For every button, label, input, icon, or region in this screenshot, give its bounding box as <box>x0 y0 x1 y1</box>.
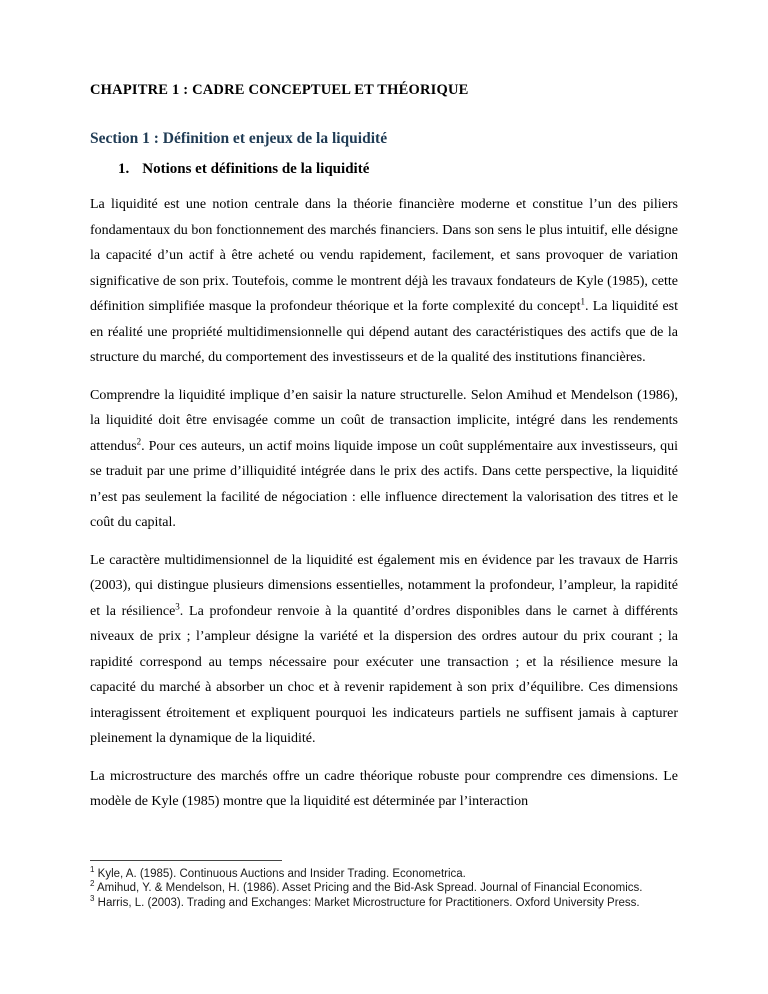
footnote-3-text: Harris, L. (2003). Trading and Exchanges: Market Microstructure for Practitioners. Oxford University Press. <box>97 896 640 909</box>
paragraph-1-text-cont: . La liquidité est en réalité une propriété multidimensionnelle qui dépend autant des caractéristiques des actifs que de la structure du marché, du comportement des investisseurs et de la qualité des institutions financières. <box>90 299 678 365</box>
paragraph-2-text: Comprendre la liquidité implique d’en saisir la nature structurelle. Selon Amihud et Mendelson (1986), la liquidité doit être envisagée comme un coût de transaction implicite, intégré dans les rendements attendus <box>90 387 678 454</box>
paragraph-3 <box>90 548 678 752</box>
footnote-ref-3: 3 <box>175 600 180 611</box>
footnote-3 <box>90 893 678 911</box>
subsection-heading <box>90 161 678 178</box>
section-title: Section 1 : Définition et enjeux de la liquidité <box>90 130 388 147</box>
subsection-title: Notions et définitions de la liquidité <box>142 161 370 177</box>
paragraph-2-text-cont: . Pour ces auteurs, un actif moins liquide impose un coût supplémentaire aux investisseurs, qui se traduit par une prime d’illiquidité intégrée dans le prix des actifs. Dans cette perspective, la liquidité n’est pas seulement la facilité de négociation : elle influence directement la valorisation des titres et le coût du capital. <box>90 438 678 530</box>
subsection-number: 1. <box>118 161 130 177</box>
footnote-ref-2: 2 <box>136 435 142 446</box>
paragraph-1-text: La liquidité est une notion centrale dans la théorie financière moderne et constitue l’un des piliers fondamentaux du bon fonctionnement des marchés financiers. Dans son sens le plus intuitif, elle désigne la capacité d’un actif à être acheté ou vendu rapidement, facilement, et sans provoquer de variation significative de son prix. Toutefois, comme le montrent déjà les travaux fondateurs de Kyle (1985), cette définition simplifiée masque la profondeur théorique et la forte complexité du concept <box>90 197 678 314</box>
paragraph-3-text-cont: . La profondeur renvoie à la quantité d’ordres disponibles dans le carnet à différents niveaux de prix ; l’ampleur désigne la variété et la dispersion des ordres autour du prix courant ; la rapidité correspond au temps nécessaire pour exécuter une transaction ; et la résilience mesure la capacité du marché à absorber un choc et à revenir rapidement à son prix d’équilibre. Ces dimensions interagissent étroitement et expliquent pourquoi les indicateurs partiels ne suffisent jamais à capturer pleinement la dynamique de la liquidité. <box>90 603 679 746</box>
paragraph-4 <box>90 764 678 815</box>
paragraph-4-text: La microstructure des marchés offre un cadre théorique robuste pour comprendre ces dimensions. Le modèle de Kyle (1985) montre que la liquidité est déterminée par l’interaction <box>90 768 678 809</box>
footnote-separator <box>90 860 282 861</box>
footnote-ref-1: 1 <box>580 296 586 307</box>
paragraph-3-text: Le caractère multidimensionnel de la liquidité est également mis en évidence par les travaux de Harris (2003), qui distingue plusieurs dimensions essentielles, notamment la profondeur, l’ampleur, la rapidité et la résilience <box>90 552 678 619</box>
footnote-2-marker: 2 <box>90 879 95 889</box>
footnote-1-text: Kyle, A. (1985). Continuous Auctions and Insider Trading. Econometrica. <box>97 867 466 880</box>
chapter-title: CHAPITRE 1 : CADRE CONCEPTUEL ET THÉORIQUE <box>90 82 469 98</box>
footnote-3-marker: 3 <box>90 893 95 903</box>
footnote-area <box>90 860 678 911</box>
paragraph-2 <box>90 383 678 536</box>
footnote-2-text: Amihud, Y. & Mendelson, H. (1986). Asset Pricing and the Bid-Ask Spread. Journal of Financial Economics. <box>97 882 643 894</box>
footnote-1-marker: 1 <box>90 864 95 874</box>
footnote-2 <box>90 881 678 896</box>
footnote-1 <box>90 864 678 882</box>
paragraph-1 <box>90 192 678 371</box>
